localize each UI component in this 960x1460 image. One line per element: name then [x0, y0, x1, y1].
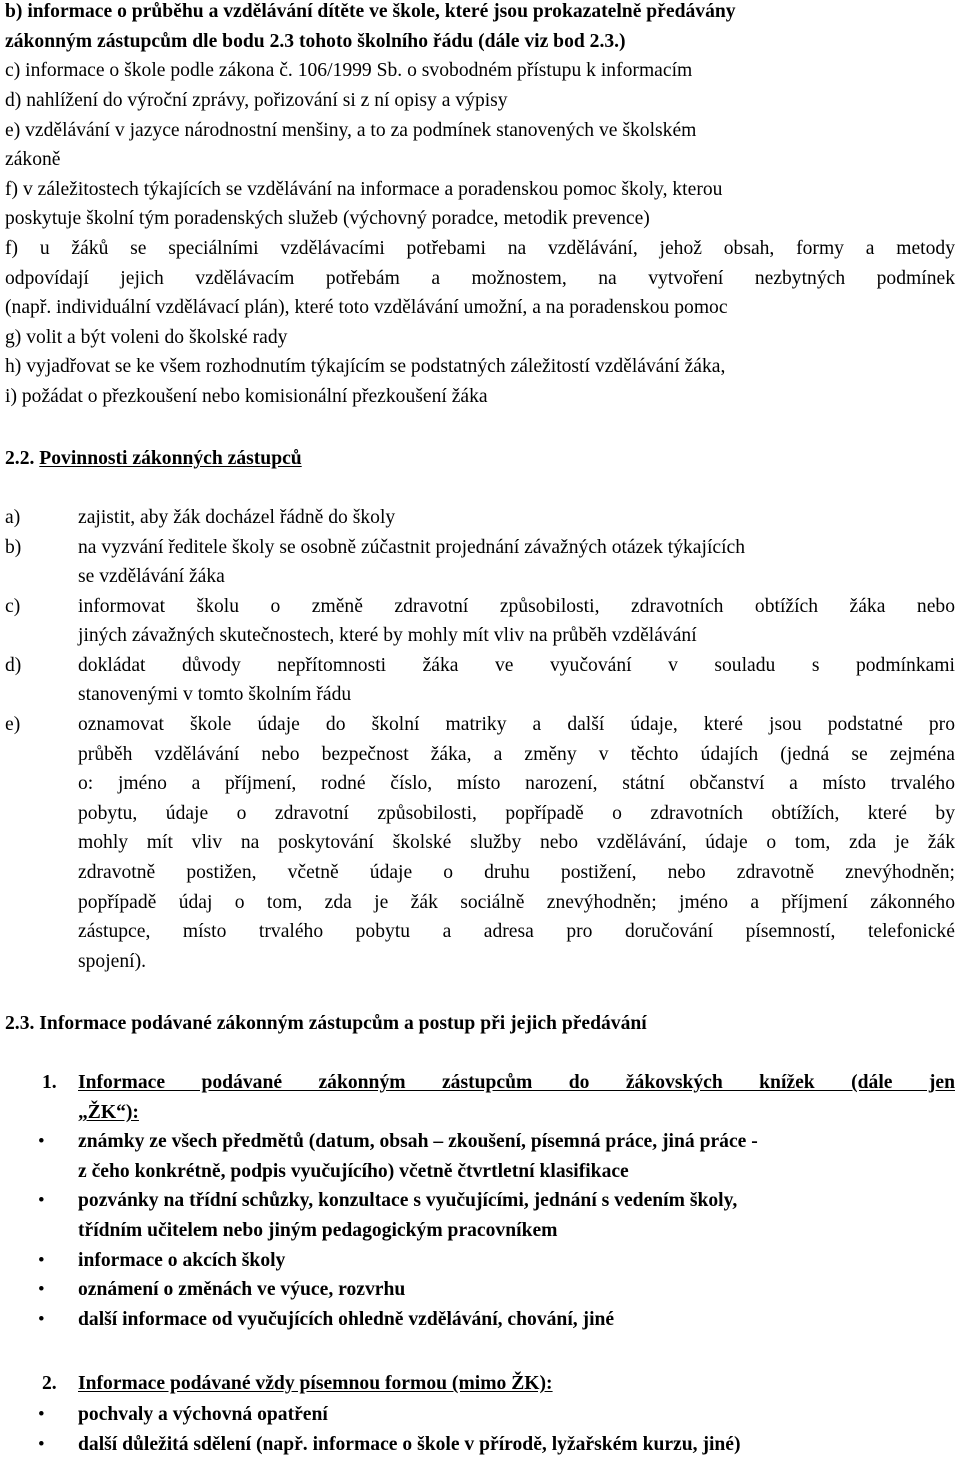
bullet-icon: • — [38, 1131, 45, 1152]
duty-a-label: a) — [5, 507, 21, 528]
item-b-line-1: b) informace o průběhu a vzdělávání dítěte ve škole, které jsou prokazatelně předávány — [5, 1, 736, 22]
bullet-icon: • — [38, 1190, 45, 1211]
duty-e-line-8: zástupce, místo trvalého pobytu a adresa pro doručování písemností, telefonické — [78, 921, 955, 942]
item-f1-line-1: f) v záležitostech týkajících se vzdělávání na informace a poradenskou pomoc školy, kterou — [5, 179, 723, 200]
g1-bullet-3: informace o akcích školy — [78, 1250, 286, 1271]
duty-e-line-6: zdravotně postižen, včetně údaje o druhu postižení, nebo zdravotně znevýhodněn; — [78, 862, 955, 883]
g1-bullet-2-line-1: pozvánky na třídní schůzky, konzultace s vyučujícími, jednání s vedením školy, — [78, 1190, 738, 1211]
section-22-heading — [5, 447, 302, 471]
item-i: i) požádat o přezkoušení nebo komisionální přezkoušení žáka — [5, 386, 488, 407]
g1-bullet-1-line-1: známky ze všech předmětů (datum, obsah – zkoušení, písemná práce, jiná práce - — [78, 1131, 758, 1152]
duty-b-label: b) — [5, 537, 22, 558]
section-23-heading — [5, 1012, 647, 1036]
item-d: d) nahlížení do výroční zprávy, pořizování si z ní opisy a výpisy — [5, 90, 508, 111]
duty-e-line-5: mohly mít vliv na poskytování školské služby nebo vzdělávání, údaje o tom, zda je žák — [78, 832, 955, 853]
duty-b-line-1: na vyzvání ředitele školy se osobně zúčastnit projednání závažných otázek týkajících — [78, 537, 746, 558]
group-1-title-line-1 — [78, 1071, 955, 1095]
duty-e-line-7: popřípadě údaj o tom, zda je žák sociálně znevýhodněn; jméno a příjmení zákonného — [78, 892, 955, 913]
group-1-number: 1. — [42, 1072, 57, 1093]
group-1-title-line-2 — [78, 1101, 955, 1125]
bullet-icon: • — [38, 1434, 45, 1455]
g1-bullet-2-line-2: třídním učitelem nebo jiným pedagogickým pracovníkem — [78, 1220, 558, 1241]
section-22-title: Povinnosti zákonných zástupců — [39, 448, 302, 469]
item-f2-line-1: f) u žáků se speciálními vzdělávacími potřebami na vzdělávání, jehož obsah, formy a metody — [5, 238, 955, 259]
section-23-number: 2.3. — [5, 1013, 35, 1034]
bullet-icon: • — [38, 1279, 45, 1300]
duty-e-line-1: oznamovat škole údaje do školní matriky a další údaje, které jsou podstatné pro — [78, 714, 955, 735]
bullet-icon: • — [38, 1404, 45, 1425]
duty-e-line-2: průběh vzdělávání nebo bezpečnost žáka, a změny v těchto údajích (jedná se zejména — [78, 744, 955, 765]
group-1-title-text-1: Informace podávané zákonným zástupcům do žákovských knížek (dále jen — [78, 1072, 955, 1093]
duty-d-line-1: dokládat důvody nepřítomnosti žáka ve vyučování v souladu s podmínkami — [78, 655, 955, 676]
group-2-number: 2. — [42, 1373, 57, 1394]
duty-e-line-9: spojení). — [78, 951, 147, 972]
duty-e-line-3: o: jméno a příjmení, rodné číslo, místo narození, státní občanství a místo trvalého — [78, 773, 955, 794]
duty-c-line-2: jiných závažných skutečnostech, které by mohly mít vliv na průběh vzdělávání — [78, 625, 697, 646]
item-b-line-2: zákonným zástupcům dle bodu 2.3 tohoto školního řádu (dále viz bod 2.3.) — [5, 31, 626, 52]
item-f2-line-2: odpovídají jejich vzdělávacím potřebám a možnostem, na vytvoření nezbytných podmínek — [5, 268, 955, 289]
g2-bullet-2: další důležitá sdělení (např. informace o škole v přírodě, lyžařském kurzu, jiné) — [78, 1434, 741, 1455]
item-f1-line-2: poskytuje školní tým poradenských služeb (výchovný poradce, metodik prevence) — [5, 208, 650, 229]
bullet-icon: • — [38, 1309, 45, 1330]
item-c: c) informace o škole podle zákona č. 106/1999 Sb. o svobodném přístupu k informacím — [5, 60, 693, 81]
group-2-title — [78, 1372, 955, 1396]
g1-bullet-1-line-2: z čeho konkrétně, podpis vyučujícího) včetně čtvrtletní klasifikace — [78, 1161, 629, 1182]
item-g: g) volit a být voleni do školské rady — [5, 327, 288, 348]
group-1-title-text-2: „ŽK“): — [78, 1102, 139, 1123]
bullet-icon: • — [38, 1250, 45, 1271]
item-f2-line-3: (např. individuální vzdělávací plán), které toto vzdělávání umožní, a na poradenskou pomoc — [5, 297, 728, 318]
duty-e-line-4: pobytu, údaje o zdravotní způsobilosti, popřípadě o zdravotních obtížích, které by — [78, 803, 955, 824]
duty-d-label: d) — [5, 655, 22, 676]
duty-c-line-1: informovat školu o změně zdravotní způsobilosti, zdravotních obtížích žáka nebo — [78, 596, 955, 617]
g1-bullet-4: oznámení o změnách ve výuce, rozvrhu — [78, 1279, 406, 1300]
duty-a-line-1: zajistit, aby žák docházel řádně do školy — [78, 507, 396, 528]
duty-e-label: e) — [5, 714, 21, 735]
item-e-line-1: e) vzdělávání v jazyce národnostní menšiny, a to za podmínek stanovených ve školském — [5, 120, 697, 141]
g1-bullet-5: další informace od vyučujících ohledně vzdělávání, chování, jiné — [78, 1309, 615, 1330]
item-e-line-2: zákoně — [5, 149, 61, 170]
duty-d-line-2: stanovenými v tomto školním řádu — [78, 684, 352, 705]
g2-bullet-1: pochvaly a výchovná opatření — [78, 1404, 328, 1425]
group-2-title-text: Informace podávané vždy písemnou formou (mimo ŽK): — [78, 1373, 553, 1394]
duty-c-label: c) — [5, 596, 21, 617]
item-h: h) vyjadřovat se ke všem rozhodnutím týkajícím se podstatných záležitostí vzdělávání žáka, — [5, 356, 726, 377]
duty-b-line-2: se vzdělávání žáka — [78, 566, 225, 587]
section-22-number: 2.2. — [5, 448, 35, 469]
section-23-title: Informace podávané zákonným zástupcům a postup při jejich předávání — [39, 1013, 647, 1034]
